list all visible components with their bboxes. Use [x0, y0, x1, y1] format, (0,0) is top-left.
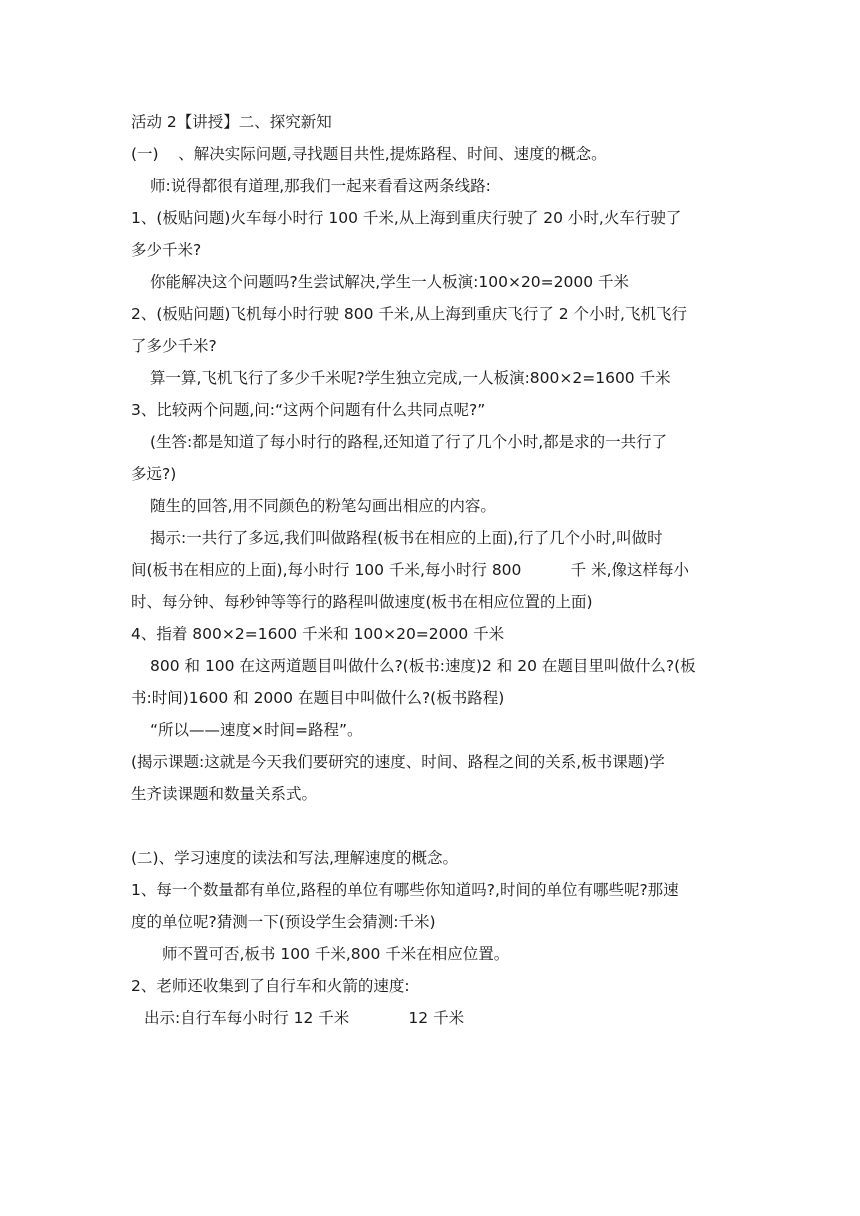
paragraph: 出示:自行车每小时行 12 千米 12 千米: [144, 1009, 465, 1027]
paragraph: 揭示:一共行了多远,我们叫做路程(板书在相应的上面),行了几个小时,叫做时: [150, 529, 663, 547]
question-3: 3、比较两个问题,问:“这两个问题有什么共同点呢?”: [131, 401, 486, 419]
paragraph: 2、老师还收集到了自行车和火箭的速度:: [131, 977, 410, 995]
paragraph: 师不置可否,板书 100 千米,800 千米在相应位置。: [162, 945, 510, 963]
paragraph: 随生的回答,用不同颜色的粉笔勾画出相应的内容。: [150, 497, 496, 515]
paragraph: 师:说得都很有道理,那我们一起来看看这两条线路:: [150, 177, 491, 195]
question-1-line-1: 1、(板贴问题)火车每小时行 100 千米,从上海到重庆行驶了 20 小时,火车行驶了: [131, 209, 682, 227]
paragraph: 你能解决这个问题吗?生尝试解决,学生一人板演:100×20=2000 千米: [150, 273, 630, 291]
paragraph-continuation: 多远?): [131, 465, 177, 483]
paragraph-continuation: 书:时间)1600 和 2000 在题目中叫做什么?(板书路程): [131, 689, 505, 707]
paragraph: 1、每一个数量都有单位,路程的单位有哪些你知道吗?,时间的单位有哪些呢?那速: [131, 881, 679, 899]
paragraph-continuation: 时、每分钟、每秒钟等等行的路程叫做速度(板书在相应位置的上面): [131, 593, 593, 611]
document-body: [131, 106, 735, 1034]
paragraph-continuation: 生齐读课题和数量关系式。: [131, 785, 318, 803]
paragraph: (生答:都是知道了每小时行的路程,还知道了行了几个小时,都是求的一共行了: [150, 433, 668, 451]
paragraph: 算一算,飞机飞行了多少千米呢?学生独立完成,一人板演:800×2=1600 千米: [150, 369, 671, 387]
paragraph: 800 和 100 在这两道题目叫做什么?(板书:速度)2 和 20 在题目里叫做什么?(板: [150, 657, 696, 675]
question-1-line-2: 多少千米?: [131, 241, 202, 259]
question-2-line-1: 2、(板贴问题)飞机每小时行驶 800 千米,从上海到重庆飞行了 2 个小时,飞机飞行: [131, 305, 687, 323]
paragraph-continuation: 度的单位呢?猜测一下(预设学生会猜测:千米): [131, 913, 436, 931]
paragraph-continuation: 间(板书在相应的上面),每小时行 100 千米,每小时行 800 千 米,像这样每小: [131, 561, 690, 579]
blank-line: [131, 810, 735, 842]
formula-line: “所以——速度×时间=路程”。: [150, 721, 363, 739]
paragraph: (揭示课题:这就是今天我们要研究的速度、时间、路程之间的关系,板书课题)学: [131, 753, 665, 771]
subsection-heading-2: (二)、学习速度的读法和写法,理解速度的概念。: [131, 849, 459, 867]
subsection-heading-1: (一) 、解决实际问题,寻找题目共性,提炼路程、时间、速度的概念。: [131, 145, 607, 163]
question-2-line-2: 了多少千米?: [131, 337, 217, 355]
question-4: 4、指着 800×2=1600 千米和 100×20=2000 千米: [131, 625, 505, 643]
section-heading: 活动 2【讲授】二、探究新知: [131, 113, 332, 131]
